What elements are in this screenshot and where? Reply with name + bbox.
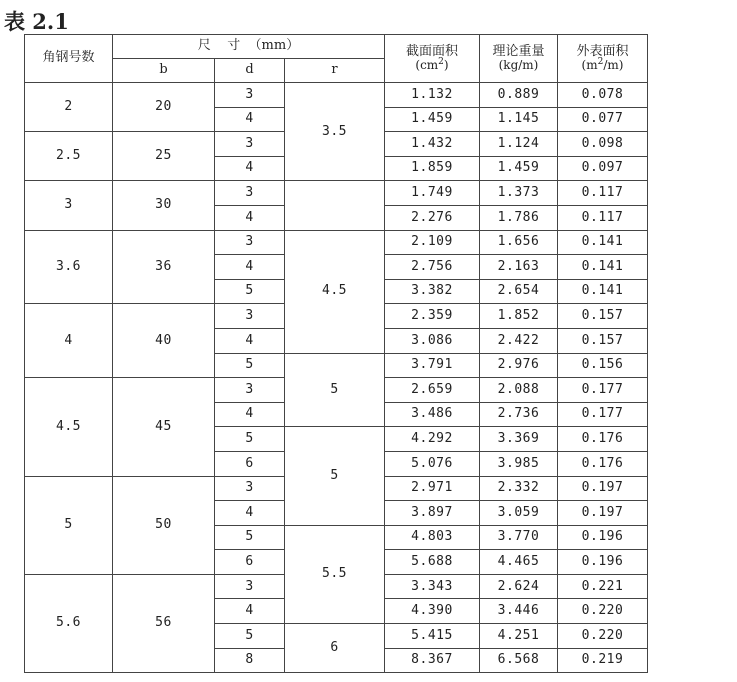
surface-area-cell: 0.141 [558,230,648,255]
weight-cell: 2.654 [480,279,558,304]
table-title: 表 2.1 [4,9,69,34]
angle-number-cell: 4 [25,304,113,378]
surface-area-cell: 0.176 [558,451,648,476]
header-section-area-unit: $(cm^2)$ [415,57,449,73]
r-cell: 5 [285,353,385,427]
surface-area-cell: 0.221 [558,574,648,599]
weight-cell: 1.459 [480,156,558,181]
section-area-cell: 3.791 [385,353,480,378]
weight-cell: 1.852 [480,304,558,329]
surface-area-cell: 0.077 [558,107,648,132]
surface-area-cell: 0.098 [558,132,648,157]
d-cell: 5 [215,279,285,304]
d-cell: 5 [215,525,285,550]
surface-area-cell: 0.097 [558,156,648,181]
angle-number-cell: 3.6 [25,230,113,304]
header-row-1 [25,35,648,59]
section-area-cell: 4.292 [385,427,480,452]
section-area-cell: 3.343 [385,574,480,599]
header-surface-area [558,35,648,83]
d-cell: 5 [215,624,285,649]
d-cell: 4 [215,205,285,230]
d-cell: 4 [215,107,285,132]
b-cell: 45 [113,378,215,476]
section-area-cell: 1.432 [385,132,480,157]
b-cell: 36 [113,230,215,304]
header-weight-unit: (kg/m) [498,58,539,73]
surface-area-cell: 0.141 [558,255,648,280]
header-angle-number: 角钢号数 [25,35,113,83]
weight-cell: 3.446 [480,599,558,624]
section-area-cell: 5.688 [385,550,480,575]
weight-cell: 3.770 [480,525,558,550]
section-area-cell: 1.749 [385,181,480,206]
surface-area-cell: 0.177 [558,402,648,427]
section-area-cell: 5.076 [385,451,480,476]
b-cell: 50 [113,476,215,574]
section-area-cell: 1.459 [385,107,480,132]
section-area-cell: 4.803 [385,525,480,550]
surface-area-cell: 0.196 [558,550,648,575]
surface-area-cell: 0.197 [558,501,648,526]
header-section-area [385,35,480,83]
angle-number-cell: 3 [25,181,113,230]
weight-cell: 2.624 [480,574,558,599]
d-cell: 4 [215,255,285,280]
r-cell: 5 [285,427,385,525]
d-cell: 3 [215,181,285,206]
r-cell: 5.5 [285,525,385,623]
d-cell: 4 [215,402,285,427]
weight-cell: 3.369 [480,427,558,452]
d-cell: 4 [215,328,285,353]
b-cell: 30 [113,181,215,230]
b-cell: 56 [113,574,215,672]
weight-cell: 1.656 [480,230,558,255]
weight-cell: 1.124 [480,132,558,157]
table-row [25,230,648,255]
section-area-cell: 8.367 [385,648,480,673]
b-cell: 20 [113,83,215,132]
weight-cell: 0.889 [480,83,558,108]
surface-area-cell: 0.156 [558,353,648,378]
r-cell: 4.5 [285,230,385,353]
d-cell: 6 [215,451,285,476]
section-area-cell: 2.756 [385,255,480,280]
weight-cell: 2.736 [480,402,558,427]
d-cell: 3 [215,476,285,501]
section-area-cell: 3.382 [385,279,480,304]
section-area-cell: 2.276 [385,205,480,230]
weight-cell: 1.786 [480,205,558,230]
header-surface-area-unit: $(m^2/m)$ [581,57,624,73]
surface-area-cell: 0.196 [558,525,648,550]
d-cell: 8 [215,648,285,673]
table-row [25,181,648,206]
d-cell: 6 [215,550,285,575]
weight-cell: 3.059 [480,501,558,526]
header-surface-area-label: 外表面积 [576,43,629,59]
weight-cell: 1.145 [480,107,558,132]
weight-cell: 4.251 [480,624,558,649]
b-cell: 40 [113,304,215,378]
surface-area-cell: 0.117 [558,181,648,206]
angle-number-cell: 5 [25,476,113,574]
header-theoretical-weight [480,35,558,83]
d-cell: 5 [215,353,285,378]
angle-number-cell: 4.5 [25,378,113,476]
section-area-cell: 2.109 [385,230,480,255]
section-area-cell: 4.390 [385,599,480,624]
header-r: r [285,59,385,83]
header-b: b [113,59,215,83]
section-area-cell: 5.415 [385,624,480,649]
section-area-cell: 1.859 [385,156,480,181]
d-cell: 4 [215,599,285,624]
header-dimensions: 尺 寸 （mm） [113,35,385,59]
surface-area-cell: 0.177 [558,378,648,403]
d-cell: 3 [215,132,285,157]
d-cell: 3 [215,574,285,599]
weight-cell: 2.976 [480,353,558,378]
section-area-cell: 3.086 [385,328,480,353]
section-area-cell: 3.486 [385,402,480,427]
header-weight-label: 理论重量 [492,43,545,59]
weight-cell: 2.088 [480,378,558,403]
section-area-cell: 1.132 [385,83,480,108]
d-cell: 4 [215,501,285,526]
d-cell: 3 [215,304,285,329]
d-cell: 3 [215,378,285,403]
section-area-cell: 2.659 [385,378,480,403]
surface-area-cell: 0.078 [558,83,648,108]
surface-area-cell: 0.141 [558,279,648,304]
surface-area-cell: 0.197 [558,476,648,501]
surface-area-cell: 0.220 [558,599,648,624]
surface-area-cell: 0.219 [558,648,648,673]
r-cell [285,181,385,230]
header-d: d [215,59,285,83]
r-cell: 6 [285,624,385,673]
surface-area-cell: 0.117 [558,205,648,230]
weight-cell: 6.568 [480,648,558,673]
weight-cell: 4.465 [480,550,558,575]
surface-area-cell: 0.157 [558,304,648,329]
weight-cell: 2.422 [480,328,558,353]
table-row [25,83,648,108]
weight-cell: 1.373 [480,181,558,206]
d-cell: 4 [215,156,285,181]
r-cell: 3.5 [285,83,385,181]
d-cell: 5 [215,427,285,452]
weight-cell: 2.332 [480,476,558,501]
section-area-cell: 2.359 [385,304,480,329]
angle-number-cell: 2 [25,83,113,132]
weight-cell: 2.163 [480,255,558,280]
b-cell: 25 [113,132,215,181]
surface-area-cell: 0.157 [558,328,648,353]
surface-area-cell: 0.220 [558,624,648,649]
surface-area-cell: 0.176 [558,427,648,452]
d-cell: 3 [215,83,285,108]
section-area-cell: 3.897 [385,501,480,526]
angle-steel-table [24,34,648,673]
header-section-area-label: 截面面积 [405,43,458,59]
weight-cell: 3.985 [480,451,558,476]
section-area-cell: 2.971 [385,476,480,501]
angle-number-cell: 5.6 [25,574,113,672]
angle-number-cell: 2.5 [25,132,113,181]
d-cell: 3 [215,230,285,255]
